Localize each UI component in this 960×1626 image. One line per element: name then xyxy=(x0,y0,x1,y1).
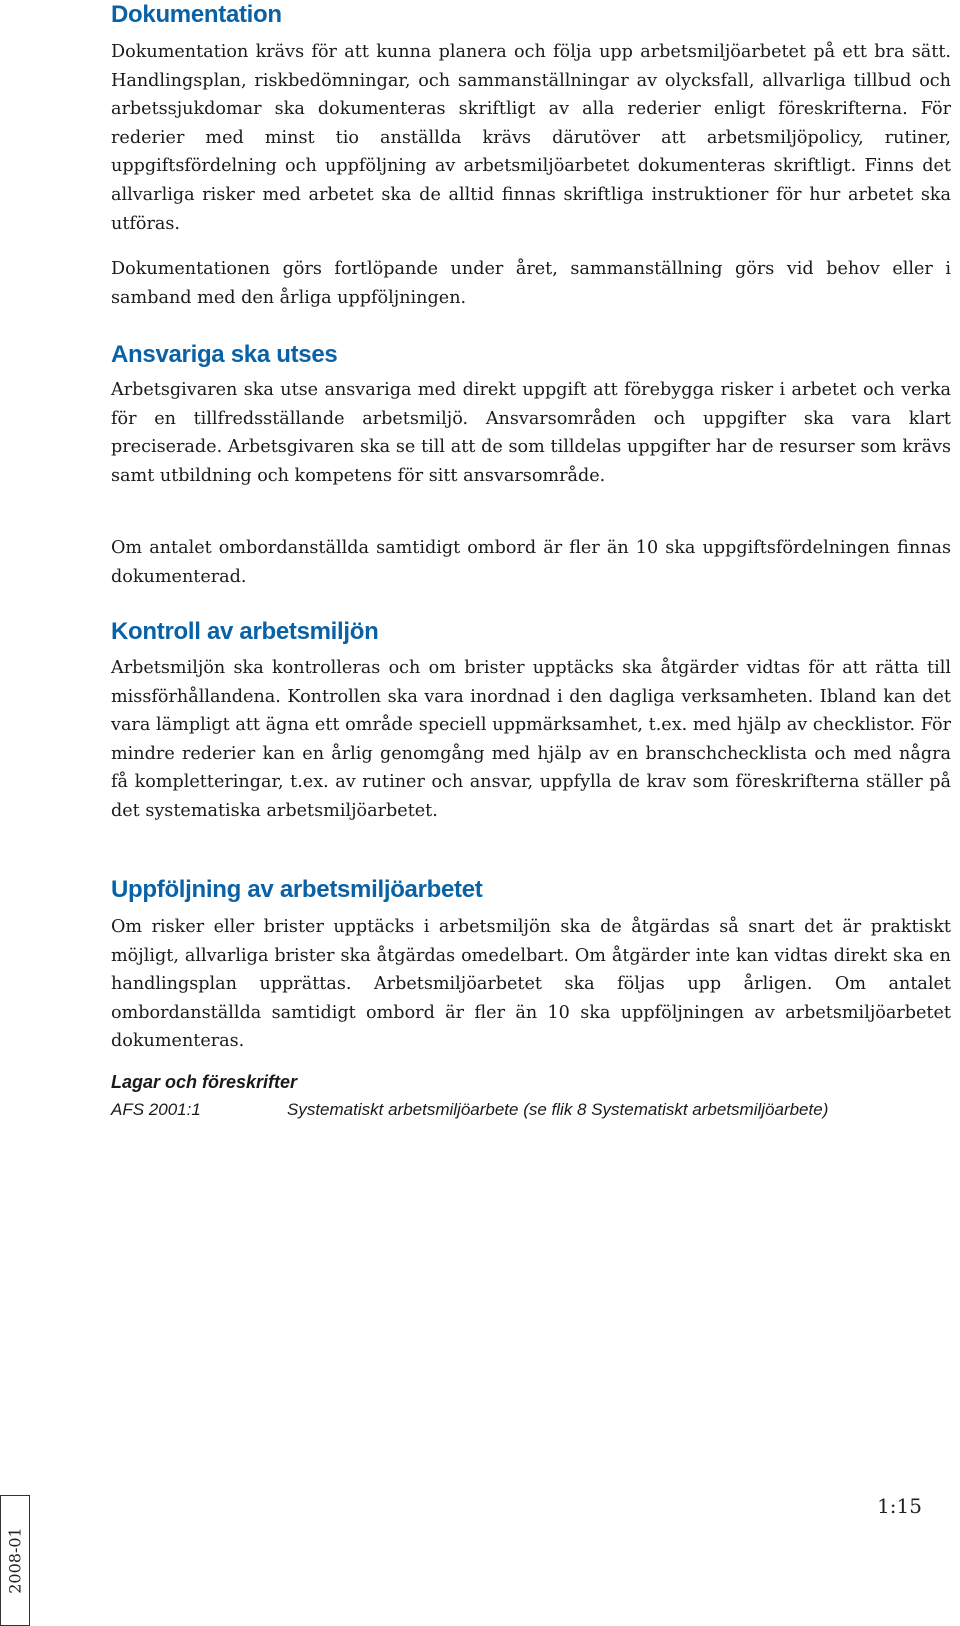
law-description: Systematiskt arbetsmiljöarbete (se flik 8 Systematiskt arbetsmiljöarbete) xyxy=(287,1100,829,1119)
law-code: AFS 2001:1 xyxy=(111,1100,201,1119)
edition-label: 2008-01 xyxy=(5,1527,25,1594)
paragraph-ansvariga-1: Arbetsgivaren ska utse ansvariga med direkt uppgift att förebygga risker i arbetet och verka för en tillfredsställande arbetsmiljö. Ansvarsområden och uppgifter ska vara klart preciserade. Arbetsgivaren ska se till att de som tilldelas uppgifter har de resurser som krävs samt utbildning och kompetens för sitt ansvarsområde. xyxy=(111,380,951,486)
section-heading-uppfoljning: Uppföljning av arbetsmiljöarbetet xyxy=(111,876,483,903)
section-heading-ansvariga: Ansvariga ska utses xyxy=(111,341,338,368)
paragraph-dokumentation-1: Dokumentation krävs för att kunna planera och följa upp arbetsmiljöarbetet på ett bra sätt. Handlingsplan, riskbedömningar, och sammanställningar av olycksfall, allvarliga tillbud och arbetssjukdomar ska dokumenteras skriftligt av alla rederier enligt föreskrifterna. För rederier med minst tio anställda krävs därutöver att arbetsmiljöpolicy, rutiner, uppgiftsfördelning och uppföljning av arbetsmiljöarbetet dokumenteras skriftligt. Finns det allvarliga risker med arbetet ska de alltid finnas skriftliga instruktioner för hur arbetet ska utföras. xyxy=(111,42,951,234)
laws-block xyxy=(111,1068,951,1124)
paragraph-ansvariga-2: Om antalet ombordanställda samtidigt ombord är fler än 10 ska uppgiftsfördelningen finnas dokumenterad. xyxy=(111,538,951,587)
section-heading-dokumentation: Dokumentation xyxy=(111,1,282,28)
page-number: 1:15 xyxy=(877,1494,922,1518)
paragraph-dokumentation-2: Dokumentationen görs fortlöpande under året, sammanställning görs vid behov eller i samband med den årliga uppföljningen. xyxy=(111,259,951,308)
section-heading-kontroll: Kontroll av arbetsmiljön xyxy=(111,618,379,645)
law-item xyxy=(111,1096,951,1124)
paragraph-uppfoljning-1: Om risker eller brister upptäcks i arbetsmiljön ska de åtgärdas så snart det är praktiskt möjligt, allvarliga brister ska åtgärdas omedelbart. Om åtgärder inte kan vidtas direkt ska en handlingsplan upprättas. Arbetsmiljöarbetet ska följas upp årligen. Om antalet ombordanställda samtidigt ombord är fler än 10 ska uppföljningen av arbetsmiljöarbetet dokumenteras. xyxy=(111,917,951,1052)
paragraph-kontroll-1: Arbetsmiljön ska kontrolleras och om brister upptäcks ska åtgärder vidtas för att rätta till missförhållandena. Kontrollen ska vara inordnad i den dagliga verksamheten. Ibland kan det vara lämpligt att ägna ett område speciell uppmärksamhet, t.ex. med hjälp av checklistor. För mindre rederier kan en årlig genomgång med hjälp av en branschchecklista och med några få kompletteringar, t.ex. av rutiner och ansvar, uppfylla de krav som föreskrifterna ställer på det systematiska arbetsmiljöarbetet. xyxy=(111,658,951,821)
edition-tag xyxy=(0,1495,30,1626)
laws-heading: Lagar och föreskrifter xyxy=(111,1072,298,1092)
